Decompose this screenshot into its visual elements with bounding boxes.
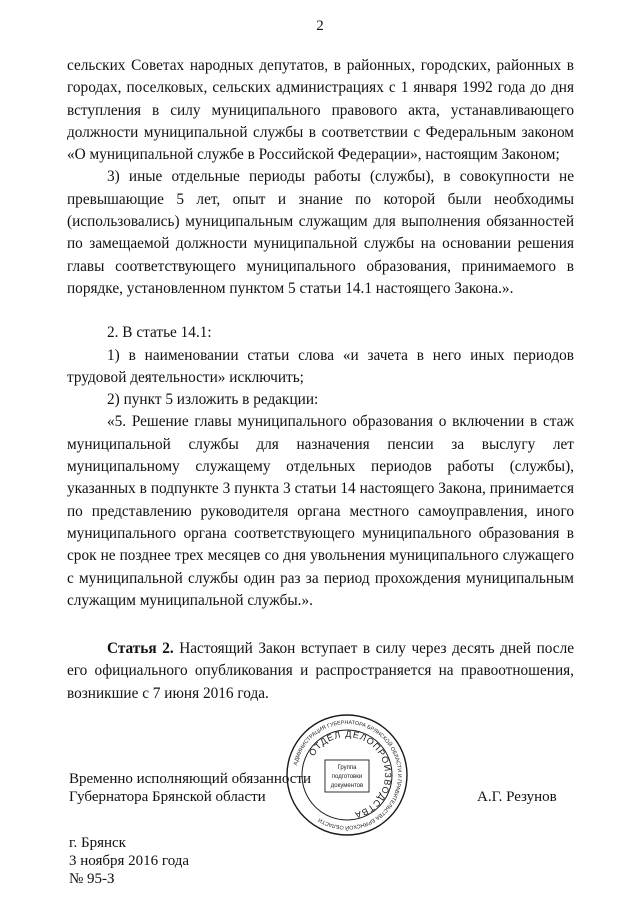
paragraph-article-2: [67, 638, 574, 705]
stamp-center-line2: подготовки: [331, 774, 363, 780]
signature-name: А.Г. Резунов: [477, 789, 557, 805]
document-body: [67, 55, 574, 705]
document-footer: [69, 834, 189, 888]
page-number: 2: [316, 18, 324, 34]
signature-position-line1: Временно исполняющий обязанности: [69, 771, 312, 787]
paragraph-section-2: 2. В статье 14.1:: [107, 324, 212, 342]
stamp-center-line3: документов: [330, 783, 364, 789]
paragraph-subitem-2: 2) пункт 5 изложить в редакции:: [107, 391, 319, 409]
paragraph-item-3: 3) иные отдельные периоды работы (службы), в совокупности не превышающие 5 лет, опыт и знание по которой были необходимы (использовались) муниципальным служащим для выполнения обязанностей по замещаемой должности муниципальной службы на основании решения главы соответствующего муниципального образования, принимаемого в порядке, установленном пунктом 5 статьи 14.1 настоящего Закона.».: [67, 168, 574, 297]
paragraph-quote-5: «5. Решение главы муниципального образования о включении в стаж муниципальной службы для назначения пенсии за выслугу лет муниципальному служащему отдельных периодов работы (службы), указанных в подпункте 3 пункта 3 статьи 14 настоящего Закона, принимается по представлению руководителя органа местного самоуправления, иного муниципального органа соответствующего муниципального образования в срок не позднее трех месяцев со дня увольнения муниципального служащего с муниципальной службы один раз за период прохождения муниципальным служащим муниципальной службы.».: [67, 413, 574, 609]
paragraph-continuation: сельских Советах народных депутатов, в районных, городских, районных в городах, поселковых, сельских администрациях с 1 января 1992 года до дня вступления в силу муниципального правового акта, устанавливающего должности муниципальной службы в соответствии с Федеральным законом «О муниципальной службе в Российской Федерации», настоящим Законом;: [67, 57, 574, 164]
article-2-label: Статья 2.: [107, 640, 174, 658]
signature-position-line2: Губернатора Брянской области: [69, 789, 266, 805]
official-stamp: [285, 713, 409, 837]
footer-date: 3 ноября 2016 года: [69, 853, 190, 869]
signature-position: [69, 770, 311, 806]
footer-city: г. Брянск: [69, 835, 126, 851]
stamp-center-line1: Группа: [337, 765, 357, 771]
article-2-text: Настоящий Закон вступает в силу через десять дней после его официального опубликования и распространяется на правоотношения, возникшие с 7 июня 2016 года.: [67, 640, 574, 702]
stamp-ring-text: АДМИНИСТРАЦИЯ ГУБЕРНАТОРА БРЯНСКОЙ ОБЛАСТИ И ПРАВИТЕЛЬСТВА БРЯНСКОЙ ОБЛАСТИ: [292, 719, 403, 831]
paragraph-subitem-1: 1) в наименовании статьи слова «и зачета в него иных периодов трудовой деятельности» исключить;: [67, 346, 574, 386]
stamp-arc-text: ОТДЕЛ ДЕЛОПРОИЗВОДСТВА: [306, 728, 394, 821]
footer-number: № 95-З: [69, 871, 115, 887]
